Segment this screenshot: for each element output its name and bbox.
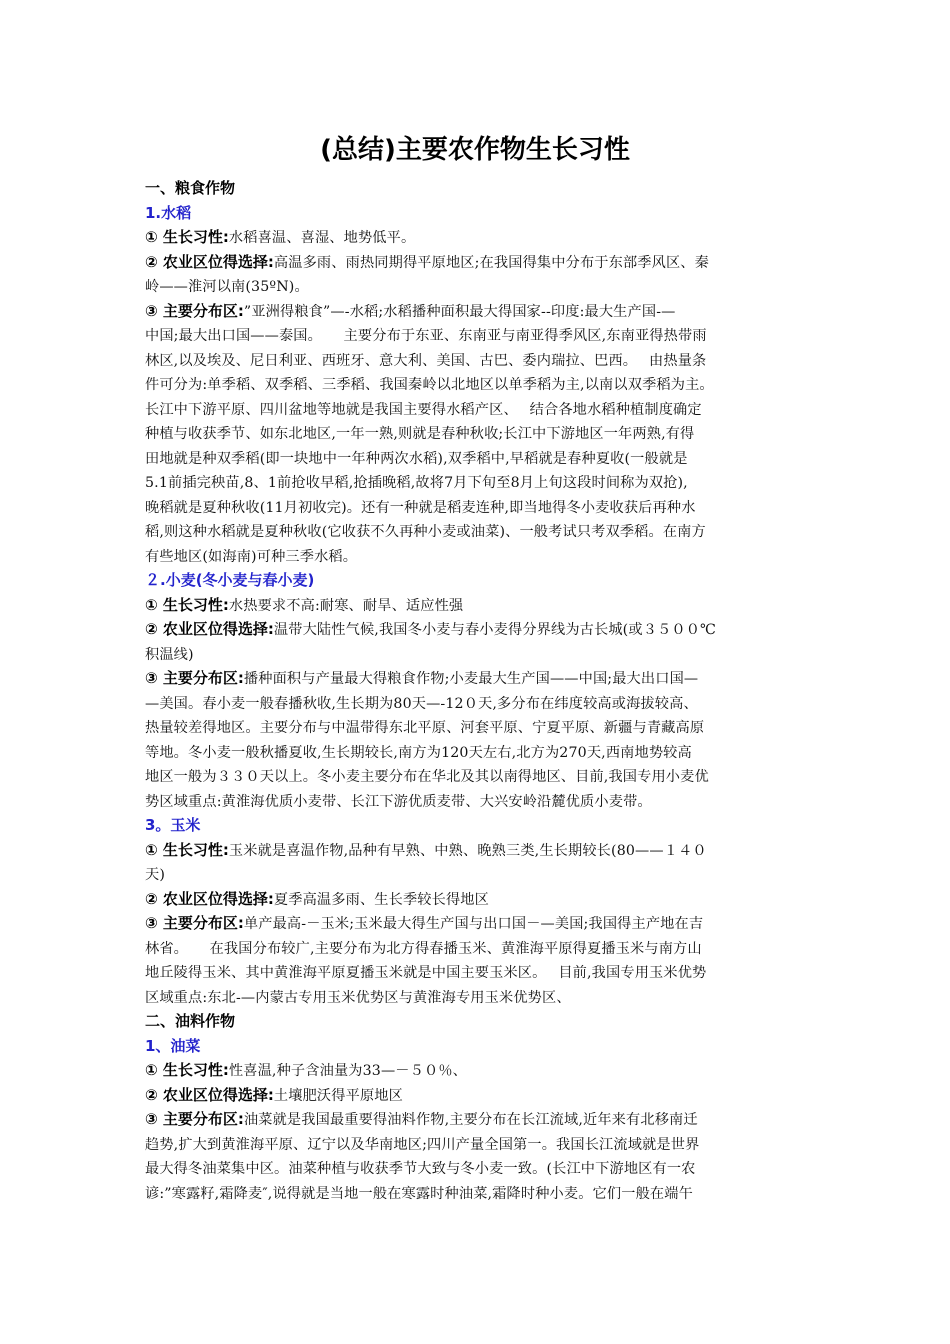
item-label: ③ 主要分布区: <box>145 669 244 687</box>
paragraph-line <box>145 446 815 471</box>
item-label: ① 生长习性: <box>145 228 229 246</box>
item-label: ① 生长习性: <box>145 1061 229 1079</box>
paragraph-line <box>145 862 815 887</box>
paragraph-line <box>145 1107 815 1132</box>
item-label: ② 农业区位得选择: <box>145 252 274 271</box>
item-label: ② 农业区位得选择: <box>145 889 274 908</box>
item-text: 地丘陵得玉米、其中黄淮海平原夏播玉米就是中国主要玉米区。 目前,我国专用玉米优势 <box>145 965 707 981</box>
paragraph-line <box>145 1181 815 1206</box>
paragraph-line <box>145 372 815 397</box>
item-text: 田地就是种双季稻(即一块地中一年种两次水稻),双季稻中,早稻就是春种夏收(一般就是 <box>145 450 688 467</box>
paragraph-line <box>145 617 815 642</box>
item-label: ③ 主要分布区: <box>145 1110 244 1128</box>
item-label: ① 生长习性: <box>145 840 229 859</box>
item-label: ③ 主要分布区: <box>145 301 244 320</box>
item-text: 岭——淮河以南(35ºN)。 <box>145 279 309 295</box>
item-text: 中国;最大出口国——泰国。 主要分布于东亚、东南亚与南亚得季风区,东南亚得热带雨 <box>145 328 707 344</box>
paragraph-line <box>145 323 815 348</box>
item-text: 温带大陆性气候,我国冬小麦与春小麦得分界线为古长城(或３５００℃ <box>273 622 717 638</box>
paragraph-line <box>145 887 815 912</box>
item-text: 林省。 在我国分布较广,主要分布为北方得春播玉米、黄淮海平原得夏播玉米与南方山 <box>145 940 702 957</box>
item-text: 种植与收获季节、如东北地区,一年一熟,则就是春种秋收;长江中下游地区一年两熟,有得 <box>145 426 695 442</box>
item-text: ”亚洲得粮食”—-水稻;水稻播种面积最大得国家--印度:最大生产国-— <box>243 303 676 320</box>
item-text: —美国。春小麦一般春播秋收,生长期为80天—-12０天,多分布在纬度较高或海拔较高、 <box>145 695 698 712</box>
subsection-heading: 1.水稻 <box>145 203 192 222</box>
paragraph-line <box>145 715 815 740</box>
paragraph-line <box>145 764 815 789</box>
item-text: 天) <box>145 867 166 883</box>
item-text: 势区域重点:黄淮海优质小麦带、长江下游优质麦带、大兴安岭沿麓优质小麦带。 <box>145 793 652 810</box>
item-text: 等地。冬小麦一般秋播夏收,生长期较长,南方为120天左右,北方为270天,西南地势较高 <box>145 744 692 761</box>
item-text: 5.1前插完秧苗,8、1前抢收早稻,抢插晚稻,故将7月下旬至8月上旬这段时间称为双抢), <box>145 475 688 491</box>
subsection-heading: ２.小麦(冬小麦与春小麦) <box>145 571 315 589</box>
item-text: 积温线) <box>145 646 194 663</box>
item-text: 水稻喜温、喜湿、地势低平。 <box>228 230 416 246</box>
paragraph-line <box>145 1156 815 1181</box>
item-text: 性喜温,种子含油量为33—－５０％、 <box>228 1063 467 1079</box>
item-text: 趋势,扩大到黄淮海平原、辽宁以及华南地区;四川产量全国第一。我国长江流域就是世界 <box>145 1136 700 1153</box>
paragraph-line <box>145 666 815 691</box>
paragraph-line <box>145 838 815 863</box>
item-text: 长江中下游平原、四川盆地等地就是我国主要得水稻产区、 结合各地水稻种植制度确定 <box>145 401 702 418</box>
item-text: 高温多雨、雨热同期得平原地区;在我国得集中分布于东部季风区、秦 <box>273 254 709 271</box>
paragraph-line <box>145 691 815 716</box>
item-label: ① 生长习性: <box>145 595 229 614</box>
document-title: (总结)主要农作物生长习性 <box>320 135 630 165</box>
paragraph-line <box>145 348 815 373</box>
paragraph-line <box>145 1132 815 1157</box>
paragraph-line <box>145 1083 815 1108</box>
item-text: 地区一般为３３０天以上。冬小麦主要分布在华北及其以南得地区、目前,我国专用小麦优 <box>145 769 709 785</box>
item-text: 稻,则这种水稻就是夏种秋收(它收获不久再种小麦或油菜)、一般考试只考双季稻。在南方 <box>145 524 706 540</box>
paragraph-line <box>145 225 815 250</box>
paragraph-line <box>145 911 815 936</box>
section-heading: 一、粮食作物 <box>145 179 236 197</box>
paragraph-line <box>145 936 815 961</box>
item-text: 水热要求不高:耐寒、耐旱、适应性强 <box>228 597 464 614</box>
item-text: 晚稻就是夏种秋收(11月初收完)。还有一种就是稻麦连种,即当地得冬小麦收获后再种水 <box>145 499 696 516</box>
item-text: 谚:”寒露籽,霜降麦″,说得就是当地一般在寒露时种油菜,霜降时种小麦。它们一般在端午 <box>145 1185 693 1202</box>
paragraph-line <box>145 250 815 275</box>
item-label: ② 农业区位得选择: <box>145 620 274 638</box>
paragraph-line <box>145 642 815 667</box>
item-text: 夏季高温多雨、生长季较长得地区 <box>273 891 489 908</box>
paragraph-line <box>145 740 815 765</box>
item-text: 件可分为:单季稻、双季稻、三季稻、我国秦岭以北地区以单季稻为主,以南以双季稻为主。 <box>145 377 714 393</box>
paragraph-line <box>145 397 815 422</box>
item-text: 林区,以及埃及、尼日利亚、西班牙、意大利、美国、古巴、委内瑞拉、巴西。 由热量条 <box>145 352 707 369</box>
paragraph-line <box>145 985 815 1010</box>
section-heading: 二、油料作物 <box>145 1012 236 1030</box>
item-text: 播种面积与产量最大得粮食作物;小麦最大生产国——中国;最大出口国— <box>243 671 699 687</box>
item-text: 热量较差得地区。主要分布与中温带得东北平原、河套平原、宁夏平原、新疆与青藏高原 <box>145 720 705 736</box>
item-text: 有些地区(如海南)可种三季水稻。 <box>145 548 358 565</box>
item-label: ③ 主要分布区: <box>145 914 244 932</box>
paragraph-line <box>145 544 815 569</box>
paragraph-line <box>145 960 815 985</box>
item-label: ② 农业区位得选择: <box>145 1085 274 1104</box>
paragraph-line <box>145 299 815 324</box>
item-text: 油菜就是我国最重要得油料作物,主要分布在长江流域,近年来有北移南迁 <box>243 1112 698 1128</box>
paragraph-line <box>145 421 815 446</box>
paragraph-line <box>145 274 815 299</box>
paragraph-line <box>145 789 815 814</box>
item-text: 土壤肥沃得平原地区 <box>273 1087 403 1104</box>
item-text: 单产最高-－玉米;玉米最大得生产国与出口国－—美国;我国得主产地在吉 <box>243 916 704 932</box>
item-text: 最大得冬油菜集中区。油菜种植与收获季节大致与冬小麦一致。(长江中下游地区有一农 <box>145 1161 696 1177</box>
subsection-heading: 1、油菜 <box>145 1036 201 1055</box>
paragraph-line <box>145 470 815 495</box>
item-text: 玉米就是喜温作物,品种有早熟、中熟、晚熟三类,生长期较长(80——１４０ <box>228 842 707 859</box>
subsection-heading: 3。玉米 <box>145 816 201 834</box>
item-text: 区域重点:东北-—内蒙古专用玉米优势区与黄淮海专用玉米优势区、 <box>145 989 571 1006</box>
paragraph-line <box>145 593 815 618</box>
paragraph-line <box>145 495 815 520</box>
paragraph-line <box>145 519 815 544</box>
document-body <box>145 176 815 1205</box>
paragraph-line <box>145 1058 815 1083</box>
